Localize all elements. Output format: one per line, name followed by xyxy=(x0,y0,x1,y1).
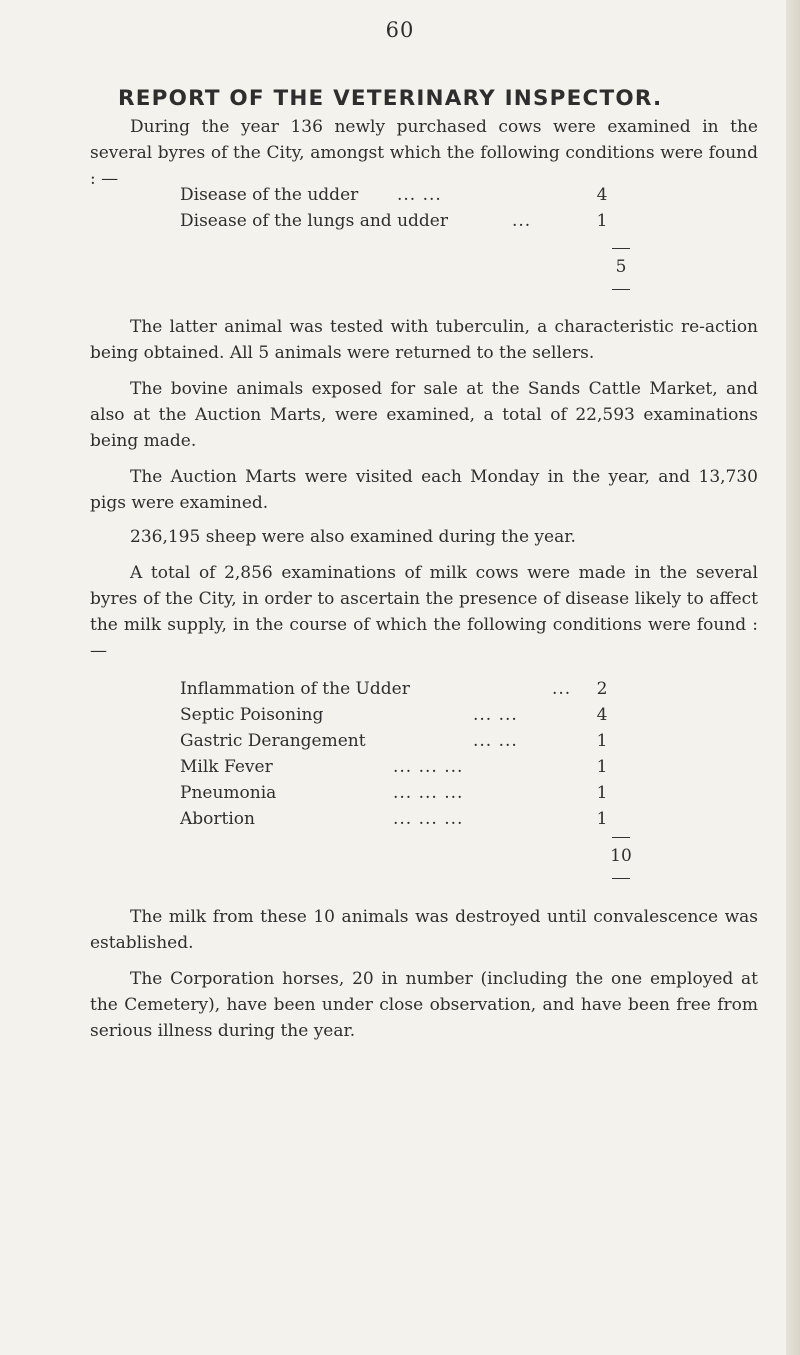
table-row: Inflammation of the Udder ... 2 xyxy=(180,679,608,699)
table-row: Disease of the lungs and udder ... 1 xyxy=(180,211,608,231)
paragraph-tuberculin: The latter animal was tested with tuberculin, a characteristic re-action being obtained. All 5 animals were returned to the sellers. xyxy=(90,317,758,363)
table-purchased-cows-conditions xyxy=(180,182,640,234)
table-row: Gastric Derangement ... ... 1 xyxy=(180,731,608,751)
paragraph-sheep: 236,195 sheep were also examined during the year. xyxy=(130,527,576,547)
total-rule-bottom xyxy=(612,878,630,879)
table-row: Disease of the udder ... ... 4 xyxy=(180,185,608,205)
paragraph-pigs: The Auction Marts were visited each Monday in the year, and 13,730 pigs were examined. xyxy=(90,467,758,513)
total-rule-top xyxy=(612,248,630,249)
table1-total: 5 xyxy=(615,257,627,277)
total-rule-top xyxy=(612,837,630,838)
paragraph-newly-purchased-cows: During the year 136 newly purchased cows were examined in the several byres of the City, amongst which the following conditions were found : — xyxy=(90,117,758,189)
report-title: REPORT OF THE VETERINARY INSPECTOR. xyxy=(118,86,663,111)
paragraph-milk-cows: A total of 2,856 examinations of milk cows were made in the several byres of the City, in order to ascertain the presence of disease likely to affect the milk supply, in the course of which the following conditions were found : — xyxy=(90,563,758,661)
table2-total: 10 xyxy=(610,846,632,866)
total-rule-bottom xyxy=(612,289,630,290)
page-edge-shadow xyxy=(786,0,800,1355)
paragraph-milk-destroyed: The milk from these 10 animals was destroyed until convalescence was established. xyxy=(90,907,758,953)
table-row: Septic Poisoning ... ... 4 xyxy=(180,705,608,725)
table-row: Milk Fever ... ... ... 1 xyxy=(180,757,608,777)
paragraph-corporation-horses: The Corporation horses, 20 in number (including the one employed at the Cemetery), have been under close observation, and have been free from serious illness during the year. xyxy=(90,969,758,1041)
table-row: Abortion ... ... ... 1 xyxy=(180,809,608,829)
table-milk-cow-conditions xyxy=(180,676,640,832)
paragraph-cattle-market: The bovine animals exposed for sale at the Sands Cattle Market, and also at the Auction Marts, were examined, a total of 22,593 examinations being made. xyxy=(90,379,758,451)
table-row: Pneumonia ... ... ... 1 xyxy=(180,783,608,803)
page-number: 60 xyxy=(385,18,415,42)
